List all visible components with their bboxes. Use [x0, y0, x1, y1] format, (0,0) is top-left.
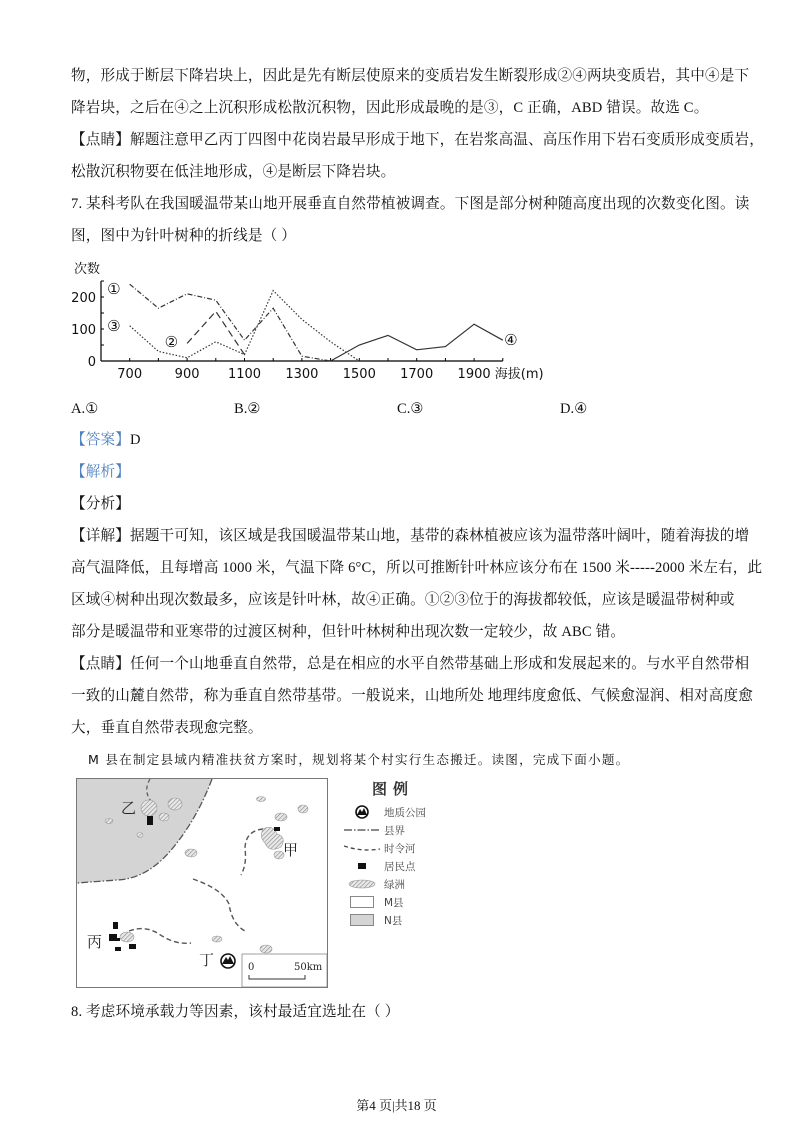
tip-line	[71, 130, 764, 150]
legend-item: 县界	[340, 821, 450, 839]
choice-c[interactable]: C.③	[397, 401, 424, 417]
label-yi: 乙	[121, 799, 137, 817]
legend-item: 居民点	[340, 857, 450, 875]
geopark-icon	[354, 804, 370, 820]
svg-text:900: 900	[174, 367, 200, 382]
fenxi-label: 【分析】	[71, 496, 130, 512]
map-legend	[340, 778, 450, 929]
question-7-stem: 7. 某科考队在我国暖温带某山地开展垂直自然带植被调查。下图是部分树种随高度出现的次数变化图。读	[71, 196, 750, 212]
group-intro: M 县在制定县域内精准扶贫方案时，规划将某个村实行生态搬迁。读图，完成下面小题。	[88, 752, 630, 767]
legend-item: 绿洲	[340, 875, 450, 893]
detail-line: 部分是暖温带和亚寒带的过渡区树种，但针叶林树种出现次数一定较少，故 ABC 错。	[71, 624, 626, 640]
svg-text:1300: 1300	[285, 367, 319, 382]
analysis-label: 【解析】	[71, 464, 130, 480]
tip-label: 【点睛】	[71, 132, 130, 148]
n-county-area	[77, 779, 212, 883]
choice-a[interactable]: A.①	[71, 401, 99, 417]
paragraph-line: 降岩块，之后在④之上沉积形成松散沉积物，因此形成最晚的是③，C 正确，ABD 错误。故选 C。	[71, 100, 709, 116]
detail-text: 据题干可知，该区域是我国暖温带某山地，基带的森林植被应该为温带落叶阔叶，随着海拔的增	[129, 528, 750, 544]
tip-label: 【点睛】	[71, 656, 130, 672]
legend-item: N县	[340, 911, 450, 929]
svg-text:次数: 次数	[74, 262, 101, 277]
label-jia: 甲	[283, 841, 299, 859]
svg-text:海拔(m): 海拔(m)	[494, 367, 544, 382]
detail-line	[71, 526, 749, 546]
svg-text:0: 0	[248, 962, 255, 973]
seasonal-river	[193, 879, 245, 931]
choice-d[interactable]: D.④	[560, 401, 588, 417]
svg-text:50km: 50km	[294, 962, 323, 973]
svg-text:0: 0	[87, 355, 96, 370]
paragraph-line: 物，形成于断层下降岩块上，因此是先有断层使原来的变质岩发生断裂形成②④两块变质岩，其中④是下	[71, 68, 750, 84]
tip-line	[71, 654, 749, 674]
n-county-icon	[350, 914, 374, 926]
answer-line	[71, 430, 141, 450]
question-8-stem: 8. 考虑环境承载力等因素，该村最适宜选址在（ ）	[71, 1004, 400, 1020]
scale-bar	[242, 954, 327, 987]
label-bing: 丙	[87, 933, 103, 951]
chart-series	[107, 280, 517, 361]
tip-line: 一致的山麓自然带，称为垂直自然带基带。一般说来，山地所处 地理纬度愈低、气候愈湿润、相对高度愈	[71, 688, 754, 704]
settlement-icon	[357, 862, 367, 870]
answer-value: D	[129, 432, 141, 448]
label-ding: 丁	[199, 951, 215, 969]
detail-line: 高气温降低，且每增高 1000 米，气温下降 6°C，所以可推断针叶林应该分布在 1500 米-----2000 米左右，此	[71, 560, 763, 576]
detail-label: 【详解】	[71, 528, 130, 544]
tip-line: 大，垂直自然带表现愈完整。	[71, 720, 263, 736]
svg-text:1900: 1900	[457, 367, 491, 382]
svg-text:1100: 1100	[227, 367, 262, 382]
svg-text:1500: 1500	[342, 367, 376, 382]
question-7-stem: 图，图中为针叶树种的折线是（ ）	[71, 228, 296, 244]
geopark-icon	[221, 954, 235, 968]
choice-b[interactable]: B.②	[234, 401, 261, 417]
svg-text:1700: 1700	[400, 367, 434, 382]
chart-axes	[71, 261, 543, 382]
m-county-icon	[350, 896, 374, 908]
oasis-icon	[347, 879, 377, 889]
answer-label: 【答案】	[71, 432, 130, 448]
county-map	[76, 778, 328, 988]
svg-text:700: 700	[117, 367, 143, 382]
seasonal-river	[129, 929, 191, 944]
svg-text:③: ③	[107, 316, 121, 335]
svg-text:②: ②	[164, 332, 179, 351]
county-border-icon	[344, 827, 380, 833]
legend-item: 地质公园	[340, 803, 450, 821]
tip-line: 松散沉积物要在低洼地形成，④是断层下降岩块。	[71, 164, 396, 180]
legend-item: M县	[340, 893, 450, 911]
svg-text:④: ④	[504, 331, 518, 350]
legend-title: 图例	[371, 780, 414, 798]
tree-species-line-chart	[60, 252, 550, 387]
svg-text:100: 100	[71, 323, 96, 338]
seasonal-river	[241, 829, 263, 875]
tip-text: 解题注意甲乙丙丁四图中花岗岩最早形成于地下，在岩浆高温、高压作用下岩石变质形成变质岩，	[129, 132, 764, 148]
svg-text:200: 200	[71, 291, 96, 306]
legend-item: 时令河	[340, 839, 450, 857]
page-footer: 第4 页|共18 页	[356, 1098, 437, 1113]
svg-text:①: ①	[107, 280, 121, 298]
detail-line: 区域④树种出现次数最多，应该是针叶林，故④正确。①②③位于的海拔都较低，应该是暖温带树种或	[71, 592, 735, 608]
seasonal-river-icon	[344, 844, 380, 852]
tip-text: 任何一个山地垂直自然带，总是在相应的水平自然带基础上形成和发展起来的。与水平自然带相	[129, 656, 750, 672]
